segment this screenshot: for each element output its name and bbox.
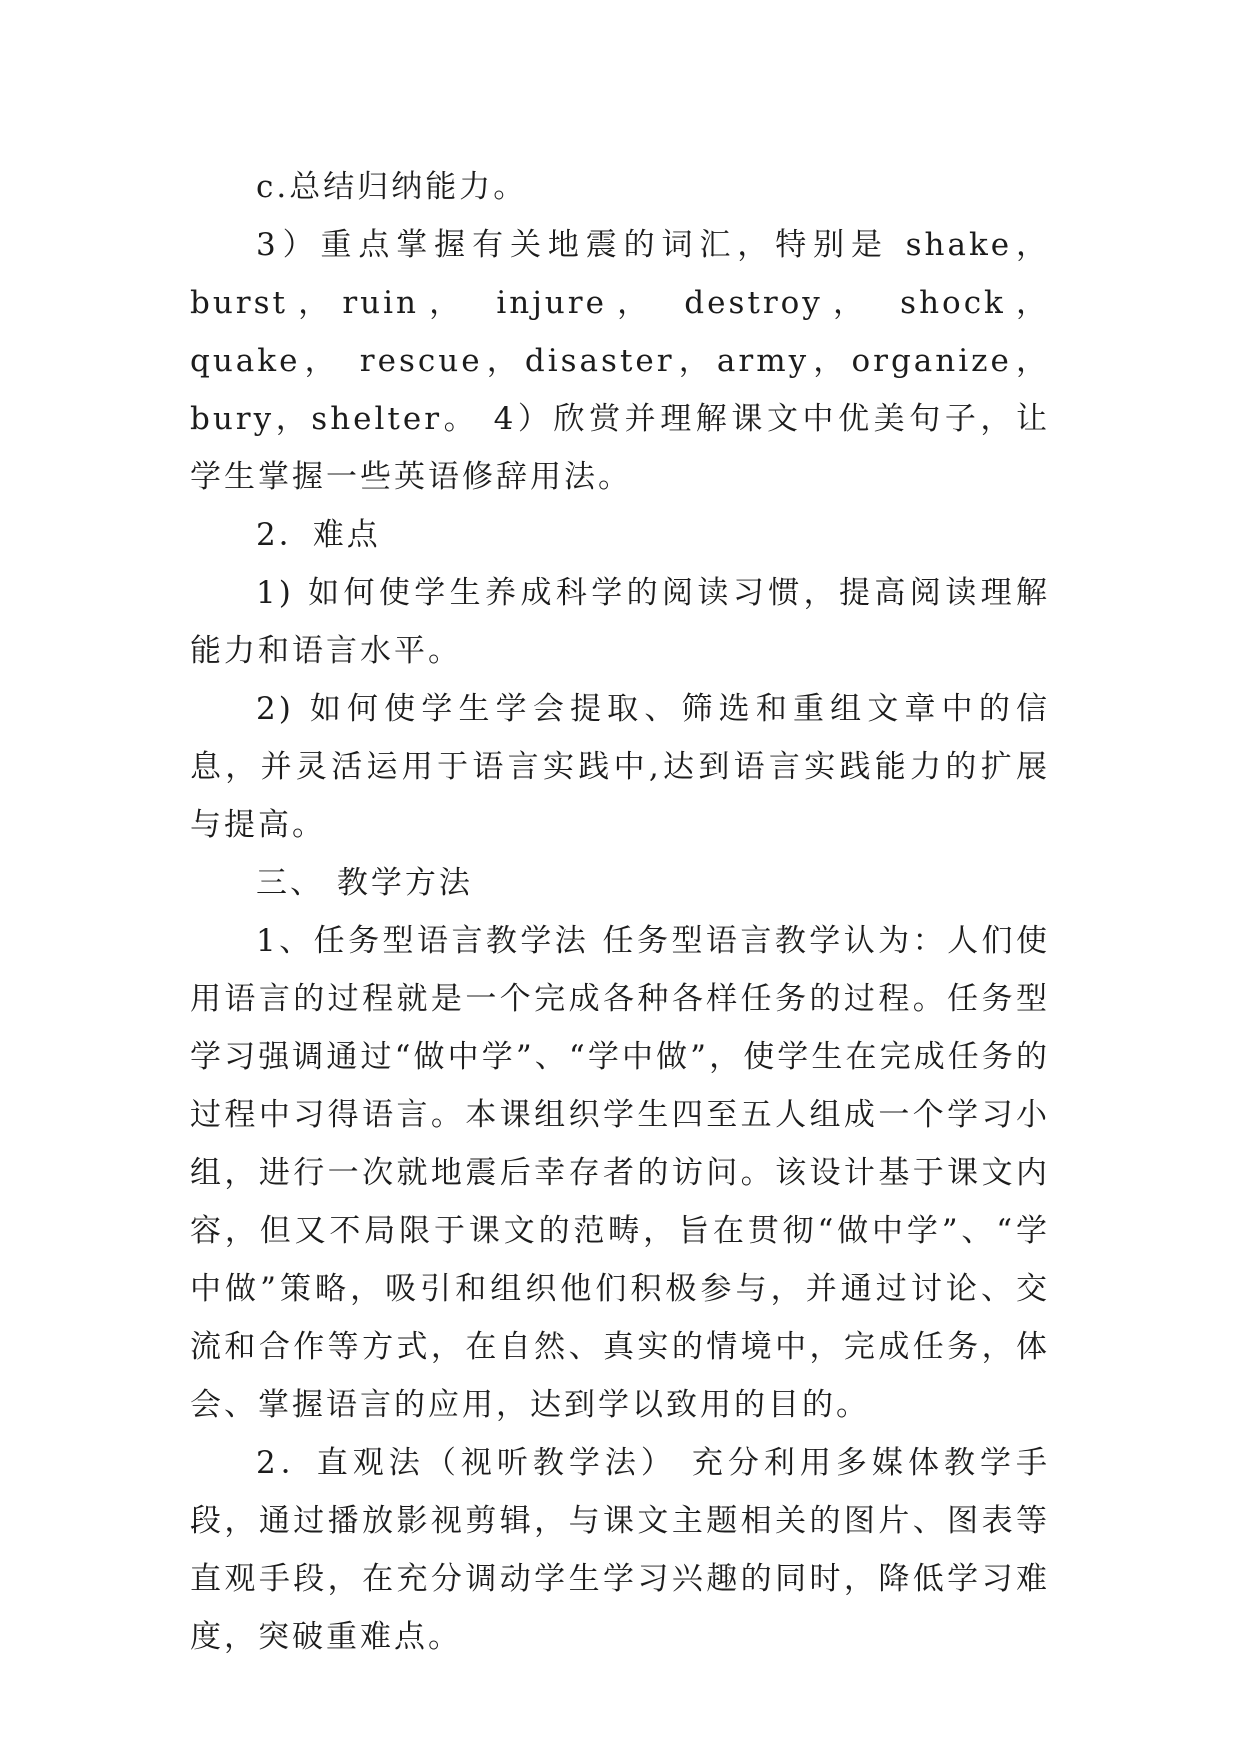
paragraph-summary-ability: c.总结归纳能力。 bbox=[256, 169, 528, 205]
paragraph-key-vocabulary: 3）重点掌握有关地震的词汇，特别是 shake，burst，ruin， injure， destroy， shock， quake， rescue，disaster，army，organize，bury，shelter。 4）欣赏并理解课文中优美句子，让学生掌握一些英语修辞用法。 bbox=[190, 227, 1050, 495]
paragraph-difficulty-2: 2) 如何使学生学会提取、筛选和重组文章中的信息，并灵活运用于语言实践中,达到语言实践能力的扩展与提高。 bbox=[190, 691, 1050, 843]
document-body bbox=[190, 158, 1050, 1666]
heading-difficulties: 2．难点 bbox=[256, 517, 381, 553]
heading-teaching-methods: 三、 教学方法 bbox=[256, 865, 473, 901]
paragraph-audiovisual-method: 2．直观法（视听教学法） 充分利用多媒体教学手段，通过播放影视剪辑，与课文主题相关的图片、图表等直观手段，在充分调动学生学习兴趣的同时，降低学习难度，突破重难点。 bbox=[190, 1445, 1050, 1655]
paragraph-task-based-method: 1、任务型语言教学法 任务型语言教学认为：人们使用语言的过程就是一个完成各种各样任务的过程。任务型学习强调通过“做中学”、“学中做”，使学生在完成任务的过程中习得语言。本课组织学生四至五人组成一个学习小组，进行一次就地震后幸存者的访问。该设计基于课文内容，但又不局限于课文的范畴，旨在贯彻“做中学”、“学中做”策略，吸引和组织他们积极参与，并通过讨论、交流和合作等方式，在自然、真实的情境中，完成任务，体会、掌握语言的应用，达到学以致用的目的。 bbox=[190, 923, 1050, 1423]
paragraph-difficulty-1: 1) 如何使学生养成科学的阅读习惯，提高阅读理解能力和语言水平。 bbox=[190, 575, 1050, 669]
